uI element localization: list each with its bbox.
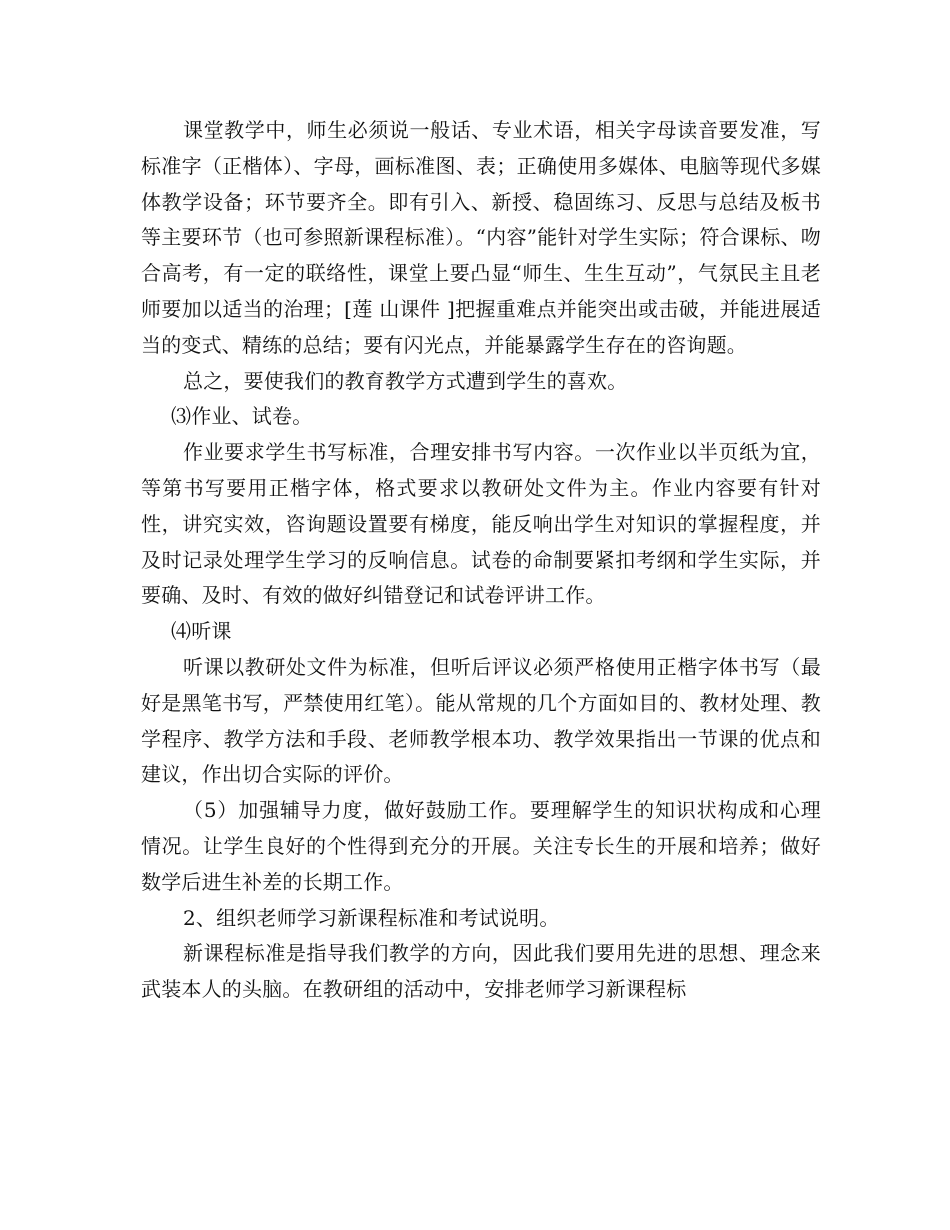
paragraph-tutoring: （5）加强辅导力度，做好鼓励工作。要理解学生的知识状构成和心理情况。让学生良好的个性得到充分的开展。关注专长生的开展和培养；做好数学后进生补差的长期工作。 (141, 798, 821, 894)
paragraph-summary: 总之，要使我们的教育教学方式遭到学生的喜欢。 (183, 368, 628, 393)
heading-curriculum-study: 2、组织老师学习新课程标准和考试说明。 (183, 905, 560, 930)
document-body (141, 113, 821, 1008)
heading-homework-exams: ⑶作业、试卷。 (171, 404, 313, 429)
paragraph-homework: 作业要求学生书写标准，合理安排书写内容。一次作业以半页纸为宜，等第书写要用正楷字体，格式要求以教研处文件为主。作业内容要有针对性，讲究实效，咨询题设置要有梯度，能反响出学生对知识的掌握程度，并及时记录处理学生学习的反响信息。试卷的命制要紧扣考纲和学生实际，并要确、及时、有效的做好纠错登记和试卷评讲工作。 (141, 440, 821, 608)
heading-lesson-observation: ⑷听课 (171, 619, 232, 644)
paragraph-curriculum-study: 新课程标准是指导我们教学的方向，因此我们要用先进的思想、理念来武装本人的头脑。在教研组的活动中，安排老师学习新课程标 (141, 941, 821, 1002)
paragraph-classroom-teaching: 课堂教学中，师生必须说一般话、专业术语，相关字母读音要发准，写标准字（正楷体）、字母，画标准图、表；正确使用多媒体、电脑等现代多媒体教学设备；环节要齐全。即有引入、新授、稳固练习、反思与总结及板书等主要环节（也可参照新课程标准）。“内容”能针对学生实际；符合课标、吻合高考，有一定的联络性，课堂上要凸显“师生、生生互动”，气氛民主且老师要加以适当的治理；[莲 山课件 ]把握重难点并能突出或击破，并能进展适当的变式、精练的总结；要有闪光点，并能暴露学生存在的咨询题。 (141, 118, 821, 357)
paragraph-lesson-observation: 听课以教研处文件为标准，但听后评议必须严格使用正楷字体书写（最好是黑笔书写，严禁使用红笔）。能从常规的几个方面如目的、教材处理、教学程序、教学方法和手段、老师教学根本功、教学效果指出一节课的优点和建议，作出切合实际的评价。 (141, 654, 821, 787)
